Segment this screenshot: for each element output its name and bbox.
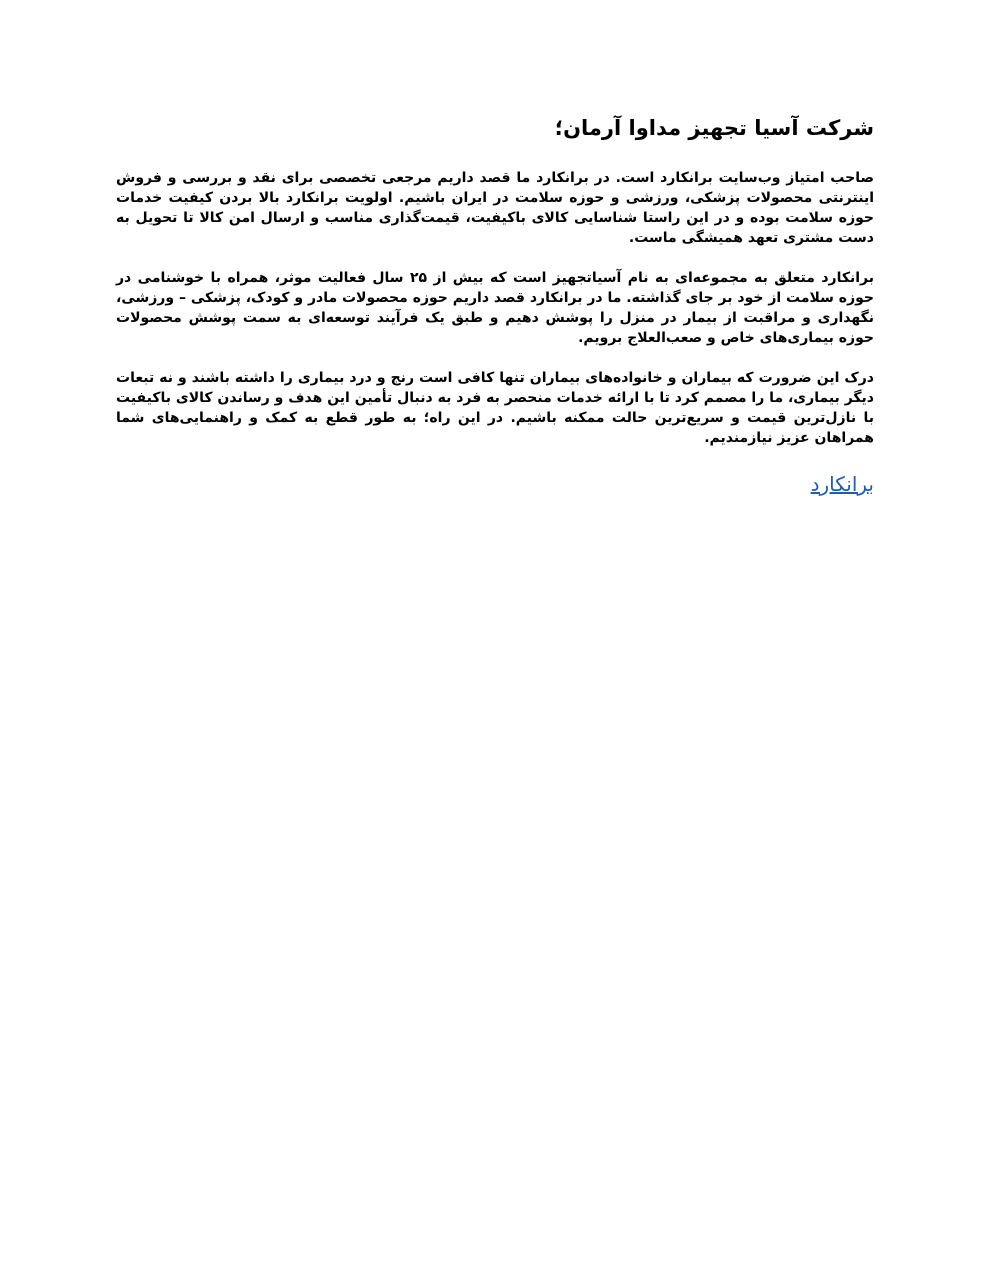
- document-body: [116, 112, 874, 498]
- paragraph-history: برانکارد متعلق به مجموعه‌ای به نام آسیاتجهیز است که بیش از ۲۵ سال فعالیت موثر، همراه با خوشنامی در حوزه سلامت از خود بر جای گذاشته. ما در برانکارد قصد داریم حوزه محصولات مادر و کودک، پزشکی – ورزشی، نگهداری و مراقبت از بیمار در منزل را پوشش دهیم و طبق یک فرآیند توسعه‌ای به سمت پوشش محصولات حوزه بیماری‌های خاص و صعب‌العلاج برویم.: [116, 270, 875, 346]
- document-title: شرکت آسیا تجهیز مداوا آرمان؛: [554, 116, 874, 140]
- brancard-link[interactable]: برانکارد: [810, 472, 874, 496]
- paragraph-about: صاحب امتیاز وب‌سایت برانکارد است. در برانکارد ما قصد داریم مرجعی تخصصی برای نقد و بررسی و فروش اینترنتی محصولات پزشکی، ورزشی و حوزه سلامت در ایران باشیم. اولویت برانکارد بالا بردن کیفیت خدمات حوزه سلامت بوده و در این راستا شناسایی کالای باکیفیت، قیمت‌گذاری مناسب و ارسال امن کالا تا تحویل به دست مشتری تعهد همیشگی ماست.: [116, 170, 874, 246]
- paragraph-mission: درک این ضرورت که بیماران و خانواده‌های بیماران تنها کافی است رنج و درد بیماری را داشته باشند و نه تبعات دیگر بیماری، ما را مصمم کرد تا با ارائه خدمات منحصر به فرد به دنبال تأمین این هدف و رساندن کالای باکیفیت با نازل‌ترین قیمت و سریع‌ترین حالت ممکنه باشیم. در این راه؛ به طور قطع به کمک و راهنمایی‌های شما همراهان عزیز نیازمندیم.: [116, 370, 874, 446]
